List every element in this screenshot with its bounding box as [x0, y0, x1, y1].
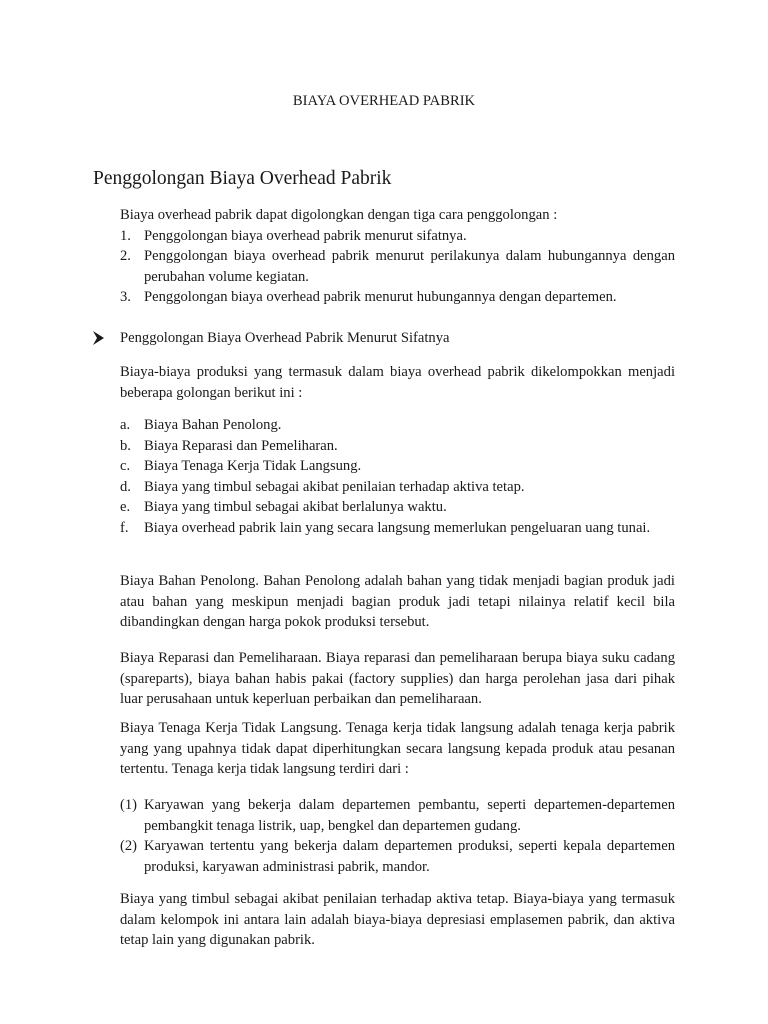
intro-section [120, 205, 675, 308]
reparasi-section [120, 648, 675, 710]
list-item [120, 287, 675, 308]
subsection-heading-text: Penggolongan Biaya Overhead Pabrik Menurut Sifatnya [120, 330, 450, 346]
list-marker: (1) [120, 797, 138, 813]
tenaga-kerja-paragraph: Biaya Tenaga Kerja Tidak Langsung. Tenaga kerja tidak langsung adalah tenaga kerja pabrik yang yang upahnya tidak dapat diperhitungkan secara langsung kepada produk atau pesanan tertentu. Tenaga kerja tidak langsung terdiri dari : [120, 720, 675, 777]
list-item-text: Biaya Tenaga Kerja Tidak Langsung. [144, 458, 362, 474]
cost-categories [120, 415, 675, 538]
list-marker: 3. [120, 289, 131, 305]
categories-intro [120, 362, 675, 403]
list-marker: 1. [120, 227, 131, 244]
list-item-text: Biaya Reparasi dan Pemeliharan. [144, 437, 338, 454]
list-item [120, 795, 675, 836]
list-marker: c. [120, 458, 131, 474]
list-item [120, 415, 675, 436]
list-item [120, 477, 675, 498]
list-item-text: Biaya overhead pabrik lain yang secara langsung memerlukan pengeluaran uang tunai. [144, 519, 651, 536]
worker-types [120, 795, 675, 877]
list-item [120, 456, 675, 477]
document-title: BIAYA OVERHEAD PABRIK [292, 93, 476, 109]
categories-intro-paragraph: Biaya-biaya produksi yang termasuk dalam biaya overhead pabrik dikelompokkan menjadi beberapa golongan berikut ini : [120, 364, 675, 401]
list-item-text: Biaya yang timbul sebagai akibat penilaian terhadap aktiva tetap. [144, 478, 525, 495]
list-item [120, 836, 675, 877]
intro-list [120, 226, 675, 308]
tenaga-kerja-section [120, 718, 675, 780]
list-item-text: Biaya Bahan Penolong. [144, 417, 282, 433]
list-marker: f. [120, 519, 129, 536]
list-marker: b. [120, 437, 131, 454]
list-item-text: Karyawan yang bekerja dalam departemen pembantu, seperti departemen-departemen pembangkit tenaga listrik, uap, bengkel dan departemen gudang. [144, 797, 675, 834]
aktiva-tetap-paragraph: Biaya yang timbul sebagai akibat penilaian terhadap aktiva tetap. Biaya-biaya yang termasuk dalam kelompok ini antara lain adalah biaya-biaya depresiasi emplasemen pabrik, dan aktiva tetap lain yang digunakan pabrik. [120, 891, 675, 948]
reparasi-paragraph: Biaya Reparasi dan Pemeliharaan. Biaya reparasi dan pemeliharaan berupa biaya suku cadang (spareparts), biaya bahan habis pakai (factory supplies) dan harga perolehan jasa dari pihak luar perusahaan untuk keperluan perbaikan dan pemeliharaan. [120, 650, 675, 707]
list-marker: a. [120, 417, 131, 433]
worker-list [120, 795, 675, 877]
list-item-text: Penggolongan biaya overhead pabrik menurut hubungannya dengan departemen. [144, 289, 617, 305]
cost-list [120, 415, 675, 538]
list-item [120, 436, 675, 457]
intro-paragraph: Biaya overhead pabrik dapat digolongkan dengan tiga cara penggolongan : [120, 207, 558, 223]
arrow-bullet-icon [93, 331, 104, 345]
section-heading: Penggolongan Biaya Overhead Pabrik [93, 168, 392, 189]
list-item-text: Penggolongan biaya overhead pabrik menurut perilakunya dalam hubungannya dengan perubahan volume kegiatan. [144, 248, 675, 285]
list-marker: (2) [120, 838, 138, 854]
list-item [120, 226, 675, 247]
list-item-text: Karyawan tertentu yang bekerja dalam departemen produksi, seperti kepala departemen produksi, karyawan administrasi pabrik, mandor. [144, 838, 675, 875]
aktiva-tetap-section [120, 889, 675, 951]
list-marker: e. [120, 499, 131, 515]
list-marker: d. [120, 478, 131, 495]
bahan-penolong-section [120, 571, 675, 633]
list-item-text: Penggolongan biaya overhead pabrik menurut sifatnya. [144, 227, 467, 244]
list-item [120, 246, 675, 287]
list-item-text: Biaya yang timbul sebagai akibat berlalunya waktu. [144, 499, 447, 515]
list-item [120, 518, 675, 539]
list-marker: 2. [120, 248, 131, 264]
list-item [120, 497, 675, 518]
bahan-penolong-paragraph: Biaya Bahan Penolong. Bahan Penolong adalah bahan yang tidak menjadi bagian produk jadi atau bahan yang meskipun menjadi bagian produk jadi tetapi nilainya relatif kecil bila dibandingkan dengan harga pokok produksi tersebut. [120, 573, 675, 630]
